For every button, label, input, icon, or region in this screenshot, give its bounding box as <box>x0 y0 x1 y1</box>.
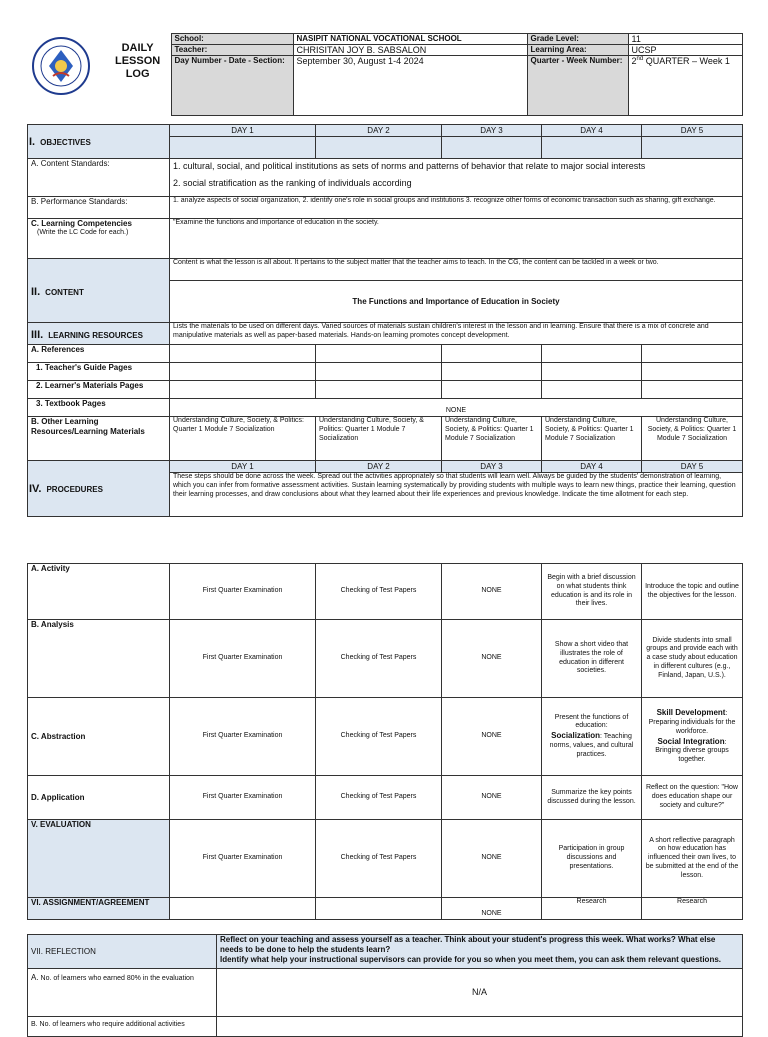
step-day2: Checking of Test Papers <box>316 776 442 820</box>
area-label: Learning Area: <box>527 45 628 56</box>
step-day4: Summarize the key points discussed during the lesson. <box>542 776 642 820</box>
teacher-value: CHRISITAN JOY B. SABSALON <box>293 45 527 56</box>
day-header-2: DAY 2 <box>316 125 442 137</box>
area-value: UCSP <box>628 45 742 56</box>
main-table-part2 <box>27 563 743 920</box>
reflection-table <box>27 934 743 1037</box>
content-standards-text: 1. cultural, social, and political institutions as sets of norms and patterns of behavior that relate to major social interests 2. social stratification as the ranking of individuals according <box>170 159 743 197</box>
evaluation-row <box>28 820 743 898</box>
day-label: Day Number - Date - Section: <box>171 56 293 116</box>
step-label: B. Analysis <box>28 620 170 698</box>
day-header-4: DAY 4 <box>542 125 642 137</box>
step-label: D. Application <box>28 776 170 820</box>
assignment-day4: Research <box>542 898 642 920</box>
step-day3: NONE <box>442 776 542 820</box>
step-row-abstraction <box>28 698 743 776</box>
step-day5: Divide students into small groups and provide each with a case study about education in different cultures (e.g., Finland, Japan, U.S.). <box>642 620 743 698</box>
quarter-label: Quarter - Week Number: <box>527 56 628 116</box>
learning-resources-heading: III. LEARNING RESOURCES <box>28 323 170 345</box>
assignment-day3: NONE <box>442 898 542 920</box>
step-row-activity <box>28 564 743 620</box>
daily-lesson-log-title: DAILY LESSON LOG <box>115 41 161 80</box>
step-day4: Begin with a brief discussion on what students think education is and its role in their lives. <box>542 564 642 620</box>
other-resources-day4: Understanding Culture, Society, & Politics: Quarter 1 Module 7 Socialization <box>542 417 642 461</box>
evaluation-day1: First Quarter Examination <box>170 820 316 898</box>
day-value: September 30, August 1-4 2024 <box>293 56 527 116</box>
deped-seal-icon <box>31 36 91 96</box>
day-header-3: DAY 3 <box>442 125 542 137</box>
step-label: A. Activity <box>28 564 170 620</box>
evaluation-day2: Checking of Test Papers <box>316 820 442 898</box>
proc-day-header-5: DAY 5 <box>642 461 743 473</box>
step-day3: NONE <box>442 620 542 698</box>
reflection-label: VII. REFLECTION <box>28 935 217 969</box>
other-resources-day3: Understanding Culture, Society, & Politics: Quarter 1 Module 7 Socialization <box>442 417 542 461</box>
evaluation-label: V. EVALUATION <box>28 820 170 898</box>
step-day1: First Quarter Examination <box>170 698 316 776</box>
step-day1: First Quarter Examination <box>170 620 316 698</box>
other-resources-day5: Understanding Culture, Society, & Politics: Quarter 1 Module 7 Socialization <box>642 417 743 461</box>
other-resources-day2: Understanding Culture, Society, & Politics: Quarter 1 Module 7 Socialization <box>316 417 442 461</box>
learners-80-value: N/A <box>217 969 743 1017</box>
assignment-day5: Research <box>642 898 743 920</box>
content-heading: II. CONTENT <box>28 259 170 323</box>
step-day2: Checking of Test Papers <box>316 620 442 698</box>
proc-day-header-1: DAY 1 <box>170 461 316 473</box>
step-row-analysis <box>28 620 743 698</box>
school-value: NASIPIT NATIONAL VOCATIONAL SCHOOL <box>293 34 527 45</box>
step-day1: First Quarter Examination <box>170 776 316 820</box>
evaluation-day5: A short reflective paragraph on how education has influenced their own lives, to be submitted at the end of the lesson. <box>642 820 743 898</box>
references-label: A. References <box>28 345 170 363</box>
evaluation-day3: NONE <box>442 820 542 898</box>
teacher-label: Teacher: <box>171 45 293 56</box>
textbook-value: NONE <box>170 399 743 417</box>
step-label: C. Abstraction <box>28 698 170 776</box>
step-day1: First Quarter Examination <box>170 564 316 620</box>
assignment-label: VI. ASSIGNMENT/AGREEMENT <box>28 898 170 920</box>
learners-80-label: A. No. of learners who earned 80% in the evaluation <box>28 969 217 1017</box>
logo-cell <box>27 34 171 116</box>
learning-competencies-text: "Examine the functions and importance of education in the society. <box>170 219 743 259</box>
grade-label: Grade Level: <box>527 34 628 45</box>
step-row-application <box>28 776 743 820</box>
quarter-value: 2nd QUARTER – Week 1 <box>628 56 742 116</box>
step-day4: Show a short video that illustrates the role of education in different societies. <box>542 620 642 698</box>
step-day5: Skill Development: Preparing individuals for the workforce. Social Integration: Bringing diverse groups together. <box>642 698 743 776</box>
main-table-part1 <box>27 124 743 517</box>
step-day4: Present the functions of education: Socialization: Teaching norms, values, and cultural practices. <box>542 698 642 776</box>
content-topic: The Functions and Importance of Education in Society <box>170 281 743 323</box>
reflection-note: Reflect on your teaching and assess yourself as a teacher. Think about your student's progress this week. What works? What else needs to be done to help the students learn? Identify what help your instructional supervisors can provide for you so when you meet them, you can ask them relevant questions. <box>217 935 743 969</box>
step-day2: Checking of Test Papers <box>316 564 442 620</box>
procedures-heading: IV. PROCEDURES <box>28 461 170 517</box>
content-standards-label: A. Content Standards: <box>28 159 170 197</box>
step-day3: NONE <box>442 698 542 776</box>
proc-day-header-4: DAY 4 <box>542 461 642 473</box>
proc-day-header-3: DAY 3 <box>442 461 542 473</box>
school-label: School: <box>171 34 293 45</box>
procedures-note: These steps should be done across the week. Spread out the activities appropriately so that students will learn well. Always be guided by the students' demonstration of learning, which you can infer from formative assessment activities. Sustain learning systematically by providing students with multiple ways to learn new things, practice their learning, question their learning processes, and draw conclusions about what they learned about their life experiences and previous knowledge. Indicate the time allotment for each step. <box>170 473 743 517</box>
header-table <box>27 33 743 116</box>
evaluation-day4: Participation in group discussions and presentations. <box>542 820 642 898</box>
grade-value: 11 <box>628 34 742 45</box>
learners-additional-label: B. No. of learners who require additional activities <box>28 1017 217 1037</box>
day-header-1: DAY 1 <box>170 125 316 137</box>
performance-standards-text: 1. analyze aspects of social organization, 2. identify one's role in social groups and institutions 3. recognize other forms of economic transaction such as sharing, gift exchange. <box>170 197 743 219</box>
day-header-5: DAY 5 <box>642 125 743 137</box>
objectives-heading: I. OBJECTIVES <box>28 125 170 159</box>
proc-day-header-2: DAY 2 <box>316 461 442 473</box>
step-day2: Checking of Test Papers <box>316 698 442 776</box>
other-resources-label: B. Other Learning Resources/Learning Materials <box>28 417 170 461</box>
teachers-guide-label: 1. Teacher's Guide Pages <box>28 363 170 381</box>
content-note: Content is what the lesson is all about. It pertains to the subject matter that the teacher aims to teach. In the CG, the content can be tackled in a week or two. <box>170 259 743 281</box>
step-day5: Introduce the topic and outline the objectives for the lesson. <box>642 564 743 620</box>
performance-standards-label: B. Performance Standards: <box>28 197 170 219</box>
learning-competencies-label: C. Learning Competencies (Write the LC Code for each.) <box>28 219 170 259</box>
other-resources-day1: Understanding Culture, Society, & Politics: Quarter 1 Module 7 Socialization <box>170 417 316 461</box>
learners-materials-label: 2. Learner's Materials Pages <box>28 381 170 399</box>
step-day5: Reflect on the question: "How does education shape our society and culture?" <box>642 776 743 820</box>
assignment-row <box>28 898 743 920</box>
step-day3: NONE <box>442 564 542 620</box>
textbook-label: 3. Textbook Pages <box>28 399 170 417</box>
learning-resources-note: Lists the materials to be used on different days. Varied sources of materials sustain children's interest in the lesson and in learning. Ensure that there is a mix of concrete and manipulative materials as well as paper-based materials. Hands-on learning promotes concept development. <box>170 323 743 345</box>
